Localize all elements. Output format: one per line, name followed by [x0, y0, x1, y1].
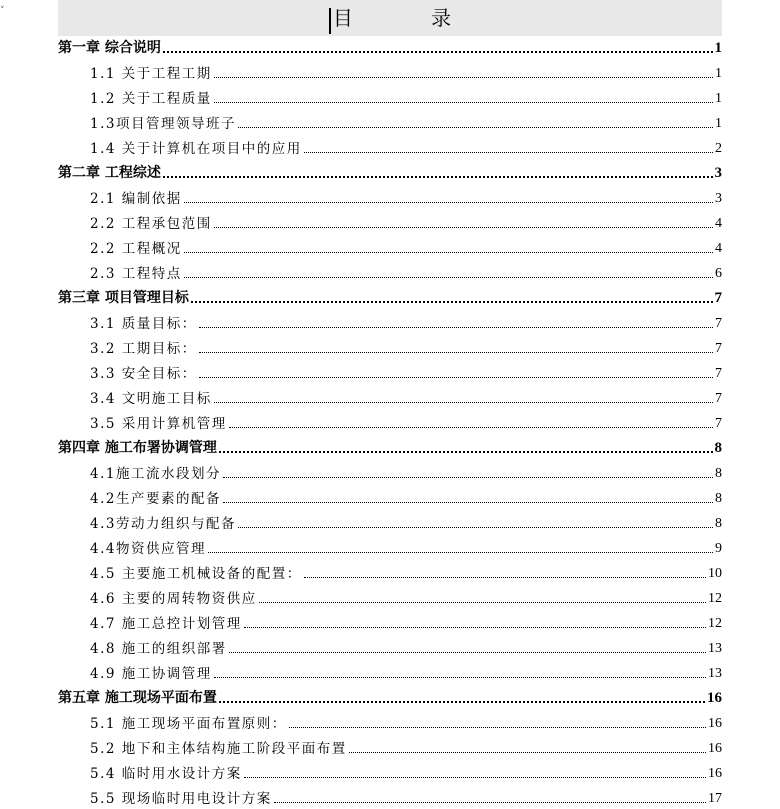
toc-page-number: 1: [715, 116, 722, 131]
toc-entry-label: 4.2生产要素的配备: [90, 491, 221, 507]
toc-page-number: 16: [707, 690, 722, 706]
toc-dot-leader: [259, 601, 706, 603]
toc-entry-label: 5.5 现场临时用电设计方案: [90, 791, 272, 807]
toc-chapter-entry[interactable]: [58, 687, 722, 712]
toc-entry-label: 4.8 施工的组织部署: [90, 641, 227, 657]
toc-section-entry[interactable]: [58, 537, 722, 562]
table-of-contents: [58, 37, 722, 809]
toc-entry-label: 3.2 工期目标：: [90, 341, 197, 357]
toc-entry-label: 1.2 关于工程质量: [90, 91, 212, 107]
toc-dot-leader: [229, 651, 706, 653]
toc-page-number: 4: [715, 216, 722, 231]
toc-page-number: 16: [708, 741, 722, 756]
toc-dot-leader: [304, 151, 713, 153]
toc-dot-leader: [274, 801, 706, 803]
toc-dot-leader: [199, 376, 713, 378]
toc-entry-label: 1.3项目管理领导班子: [90, 116, 236, 132]
toc-dot-leader: [349, 751, 706, 753]
toc-section-entry[interactable]: [58, 587, 722, 612]
toc-section-entry[interactable]: [58, 662, 722, 687]
toc-dot-leader: [214, 76, 713, 78]
toc-entry-label: 5.1 施工现场平面布置原则：: [90, 716, 287, 732]
toc-dot-leader: [191, 300, 713, 303]
toc-chapter-entry[interactable]: [58, 162, 722, 187]
toc-entry-label: 2.2 工程承包范围: [90, 216, 212, 232]
toc-entry-label: 3.3 安全目标：: [90, 366, 197, 382]
toc-page-number: 16: [708, 766, 722, 781]
toc-entry-label: 第二章 工程综述: [58, 165, 161, 181]
toc-section-entry[interactable]: [58, 237, 722, 262]
toc-dot-leader: [199, 326, 713, 328]
toc-entry-label: 5.4 临时用水设计方案: [90, 766, 242, 782]
toc-page-number: 1: [715, 66, 722, 81]
toc-page-number: 7: [715, 366, 722, 381]
toc-dot-leader: [199, 351, 713, 353]
toc-section-entry[interactable]: [58, 487, 722, 512]
toc-section-entry[interactable]: [58, 512, 722, 537]
toc-dot-leader: [214, 226, 713, 228]
toc-page-number: 10: [708, 566, 722, 581]
toc-section-entry[interactable]: [58, 137, 722, 162]
toc-entry-label: 4.4物资供应管理: [90, 541, 206, 557]
toc-page-number: 12: [708, 616, 722, 631]
toc-page-number: 7: [714, 290, 722, 306]
toc-page-number: 6: [715, 266, 722, 281]
toc-dot-leader: [229, 426, 713, 428]
toc-entry-label: 4.9 施工协调管理: [90, 666, 212, 682]
toc-dot-leader: [304, 576, 706, 578]
toc-section-entry[interactable]: [58, 87, 722, 112]
toc-page-number: 7: [715, 316, 722, 331]
toc-entry-label: 4.1施工流水段划分: [90, 466, 221, 482]
toc-section-entry[interactable]: [58, 637, 722, 662]
toc-section-entry[interactable]: [58, 712, 722, 737]
toc-section-entry[interactable]: [58, 387, 722, 412]
toc-page-number: 3: [715, 191, 722, 206]
toc-page-number: 8: [715, 466, 722, 481]
toc-dot-leader: [219, 700, 705, 703]
toc-title-bar: [58, 0, 722, 36]
toc-dot-leader: [208, 551, 713, 553]
toc-section-entry[interactable]: [58, 737, 722, 762]
toc-entry-label: 第一章 综合说明: [58, 40, 161, 56]
toc-entry-label: 1.4 关于计算机在项目中的应用: [90, 141, 302, 157]
toc-page-number: 17: [708, 791, 722, 806]
toc-dot-leader: [219, 450, 713, 453]
toc-dot-leader: [244, 776, 706, 778]
toc-section-entry[interactable]: [58, 462, 722, 487]
toc-section-entry[interactable]: [58, 112, 722, 137]
toc-page-number: 1: [714, 40, 722, 56]
toc-entry-label: 2.3 工程特点: [90, 266, 182, 282]
toc-section-entry[interactable]: [58, 187, 722, 212]
toc-entry-label: 1.1 关于工程工期: [90, 66, 212, 82]
toc-chapter-entry[interactable]: [58, 437, 722, 462]
toc-page-number: 16: [708, 716, 722, 731]
toc-dot-leader: [214, 401, 713, 403]
toc-entry-label: 4.6 主要的周转物资供应: [90, 591, 257, 607]
toc-section-entry[interactable]: [58, 337, 722, 362]
toc-section-entry[interactable]: [58, 362, 722, 387]
toc-entry-label: 4.3劳动力组织与配备: [90, 516, 236, 532]
toc-dot-leader: [214, 676, 706, 678]
toc-page-number: 1: [715, 91, 722, 106]
toc-dot-leader: [163, 50, 713, 53]
corner-marker-icon: ˅: [0, 6, 5, 16]
toc-entry-label: 第五章 施工现场平面布置: [58, 690, 217, 706]
toc-entry-label: 5.2 地下和主体结构施工阶段平面布置: [90, 741, 347, 757]
toc-entry-label: 3.4 文明施工目标: [90, 391, 212, 407]
toc-page-number: 3: [714, 165, 722, 181]
toc-page-number: 7: [715, 341, 722, 356]
toc-section-entry[interactable]: [58, 612, 722, 637]
toc-dot-leader: [223, 476, 713, 478]
toc-section-entry[interactable]: [58, 762, 722, 787]
toc-entry-label: 3.1 质量目标：: [90, 316, 197, 332]
toc-entry-label: 2.1 编制依据: [90, 191, 182, 207]
toc-dot-leader: [163, 175, 713, 178]
toc-entry-label: 第四章 施工布署协调管理: [58, 440, 217, 456]
toc-section-entry[interactable]: [58, 562, 722, 587]
toc-page-number: 4: [715, 241, 722, 256]
toc-entry-label: 4.5 主要施工机械设备的配置：: [90, 566, 302, 582]
toc-dot-leader: [184, 251, 713, 253]
text-cursor: [329, 8, 331, 34]
toc-page-number: 7: [715, 416, 722, 431]
toc-section-entry[interactable]: [58, 787, 722, 809]
toc-dot-leader: [244, 626, 706, 628]
toc-section-entry[interactable]: [58, 62, 722, 87]
toc-page-number: 8: [714, 440, 722, 456]
toc-dot-leader: [289, 726, 706, 728]
toc-entry-label: 第三章 项目管理目标: [58, 290, 189, 306]
toc-page-number: 13: [708, 666, 722, 681]
toc-chapter-entry[interactable]: [58, 37, 722, 62]
toc-title: 目 录: [332, 6, 488, 30]
toc-section-entry[interactable]: [58, 212, 722, 237]
toc-dot-leader: [184, 276, 713, 278]
toc-dot-leader: [223, 501, 713, 503]
toc-page-number: 13: [708, 641, 722, 656]
toc-chapter-entry[interactable]: [58, 287, 722, 312]
toc-dot-leader: [184, 201, 713, 203]
toc-dot-leader: [214, 101, 713, 103]
toc-page-number: 12: [708, 591, 722, 606]
toc-page-number: 7: [715, 391, 722, 406]
toc-entry-label: 2.2 工程概况: [90, 241, 182, 257]
toc-section-entry[interactable]: [58, 262, 722, 287]
toc-entry-label: 4.7 施工总控计划管理: [90, 616, 242, 632]
toc-entry-label: 3.5 采用计算机管理: [90, 416, 227, 432]
toc-page-number: 9: [715, 541, 722, 556]
toc-page-number: 2: [715, 141, 722, 156]
toc-page-number: 8: [715, 516, 722, 531]
toc-section-entry[interactable]: [58, 312, 722, 337]
toc-dot-leader: [238, 126, 713, 128]
toc-section-entry[interactable]: [58, 412, 722, 437]
toc-dot-leader: [238, 526, 713, 528]
toc-page-number: 8: [715, 491, 722, 506]
